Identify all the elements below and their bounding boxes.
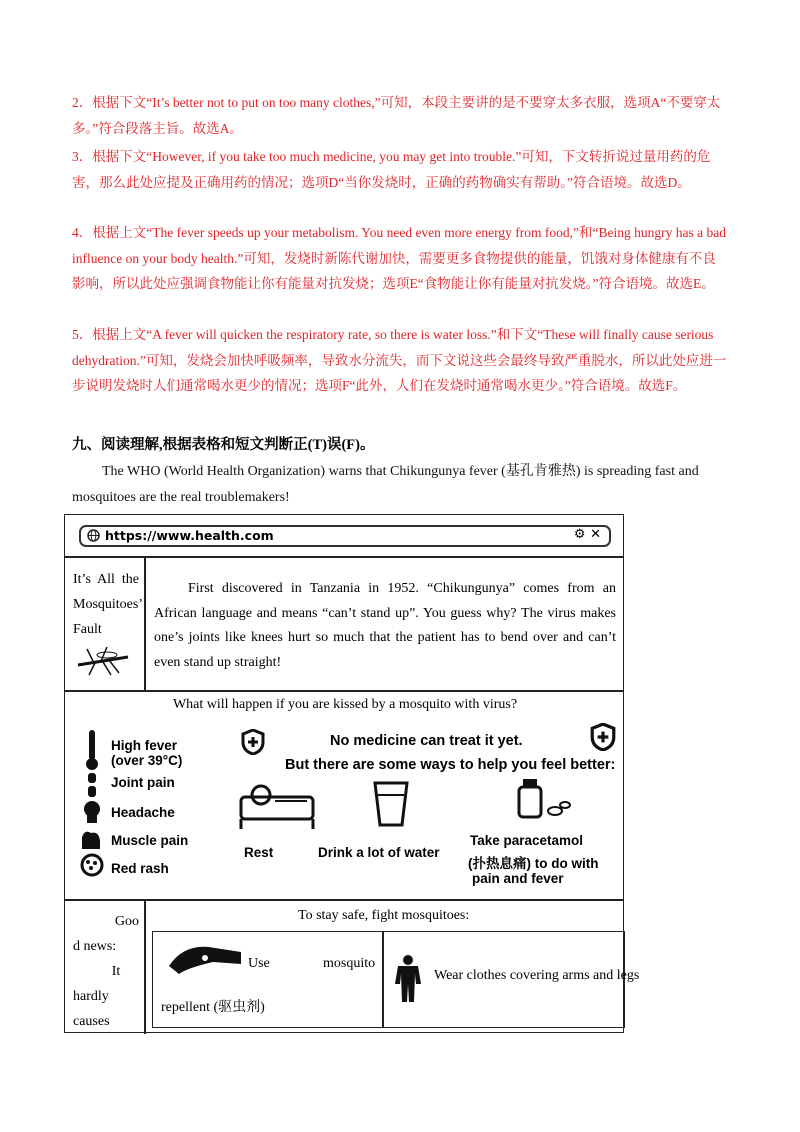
drink-water-label: Drink a lot of water (318, 845, 440, 860)
good-news-line-4: hardly (73, 989, 109, 1004)
symptom-muscle-pain: Muscle pain (111, 833, 189, 848)
chikungunya-article: First discovered in Tanzania in 1952. “Chikungunya” comes from an African language and means “can’t stand up”. You guess why? The virus makes one’s joints like knees hurt so much that the patient has to bend over and can’t even stand up straight! (154, 581, 616, 670)
clothes-text: Wear clothes covering arms and legs (434, 968, 640, 983)
answer-2: 2．根据下文“It’s better not to put on too many clothes,”可知，本段主要讲的是不要穿太多衣服，选项A“不要穿太多。”符合段落主旨。故选A。 (72, 95, 721, 136)
symptom-high-fever: High fever (111, 738, 178, 753)
globe-icon (87, 529, 100, 542)
good-news-line-3: It (111, 964, 121, 979)
repellent-cn: repellent (驱虫剂) (161, 1000, 265, 1015)
medicine-icon (511, 775, 571, 823)
pain-fever-label: pain and fever (472, 871, 564, 886)
rest-label: Rest (244, 845, 274, 860)
health-table (64, 514, 640, 1033)
translate-close-icon[interactable]: ⚙ ✕ (573, 527, 601, 542)
good-news-line-5: causes (73, 1014, 110, 1029)
good-news-line-2: d news: (73, 939, 117, 954)
section-intro: The WHO (World Health Organization) warns that Chikungunya fever (基孔肯雅热) is spreading fast and mosquitoes are the real troublemakers! (72, 464, 699, 505)
repellent-use: Use (248, 956, 270, 971)
browser-address-bar[interactable] (79, 525, 611, 547)
bed-rest-icon (237, 773, 317, 831)
good-news-line-1: Goo (114, 914, 139, 929)
shield-icon (241, 729, 265, 755)
repellent-mosquito: mosquito (323, 956, 376, 971)
symptom-joint-pain: Joint pain (111, 775, 175, 790)
ways-text: But there are some ways to help you feel better: (285, 757, 616, 773)
prevention-box (152, 931, 640, 1028)
good-news-text (73, 909, 139, 1034)
spray-arm-icon (165, 938, 245, 978)
mosquito-icon (73, 643, 133, 679)
answer-5: 5．根据上文“A fever will quicken the respiratory rate, so there is water loss.”和下文“These will finally cause serious dehydration.”可知，发烧会加快呼吸频率，导致水分流失，而下文说这些会最终导致严重脱水，所以此处应进一步说明发烧时人们通常喝水更少的情况；选项F“此外，人们在发烧时通常喝水更少。”符合语境。故选F。 (72, 327, 727, 394)
joint-icon (83, 773, 101, 797)
stay-safe-text: To stay safe, fight mosquitoes: (298, 908, 470, 923)
head-icon (82, 799, 102, 823)
url-text: https://www.health.com (105, 528, 274, 543)
answer-3: 3．根据下文“However, if you take too much medicine, you may get into trouble.”可知，下文转折说过量用药的危害，那么此处应提及正确用药的情况；选项D“当你发烧时，正确的药物确实有帮助。”符合语境。故选D。 (72, 149, 711, 190)
row1-title: It’s All the Mosquitoes’ Fault (73, 572, 143, 637)
symptom-fever-temp: (over 39°C) (111, 753, 183, 768)
no-medicine-text: No medicine can treat it yet. (330, 733, 523, 749)
symptom-headache: Headache (111, 805, 175, 820)
take-paracetamol-label: Take paracetamol (470, 833, 584, 848)
rash-icon (80, 853, 104, 877)
person-clothes-icon (393, 954, 423, 1004)
muscle-icon (79, 827, 103, 851)
water-glass-icon (371, 779, 411, 829)
thermometer-icon (85, 729, 99, 771)
section-title: 九、阅读理解,根据表格和短文判断正(T)误(F)。 (72, 437, 375, 453)
answer-4: 4．根据上文“The fever speeds up your metabolism. You need even more energy from food,”和“Being hungry has a bad influence on your body health.”可知，发烧时新陈代谢加快，需要更多食物提供的能量，饥饿对身体健康有不良影响，所以此处应强调食物能让你有能量对抗发烧；选项E“食物能让你有能量对抗发烧。”符合语境。故选E。 (72, 225, 726, 292)
question-text: What will happen if you are kissed by a mosquito with virus? (172, 697, 518, 712)
paracetamol-cn-label: (扑热息痛) to do with (468, 856, 599, 871)
symptom-red-rash: Red rash (111, 861, 169, 876)
shield-icon-right (590, 723, 616, 751)
